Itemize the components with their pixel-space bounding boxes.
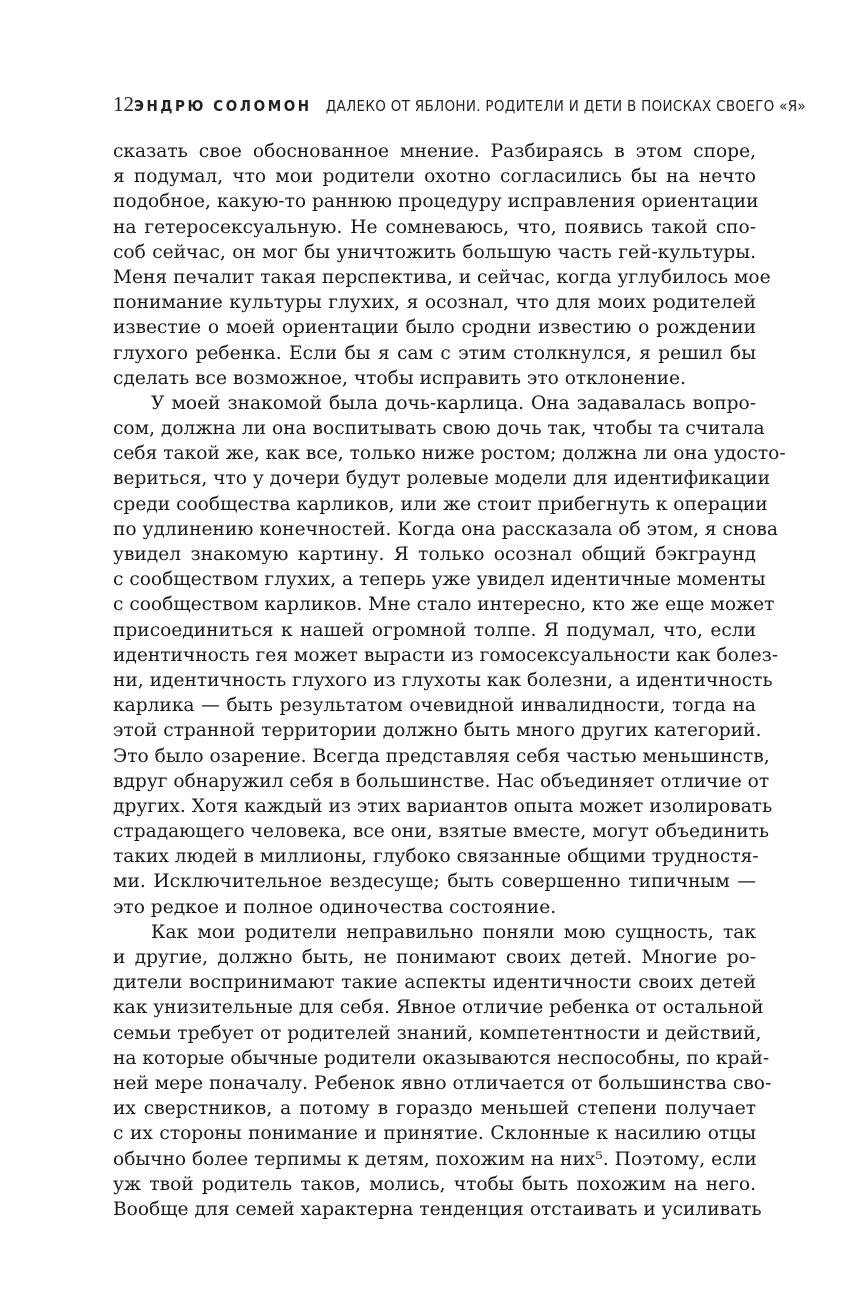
text-line: их сверстников, а потому в гораздо меньшей степени получает — [113, 1098, 756, 1120]
text-line: с их стороны понимание и принятие. Склонные к насилию отцы — [113, 1123, 756, 1145]
text-line: с сообществом карликов. Мне стало интересно, кто же еще может — [113, 594, 775, 616]
text-line: это редкое и полное одиночества состояние. — [113, 896, 557, 918]
text-line: ни, идентичность глухого из глухоты как болезни, а идентичность — [113, 669, 773, 691]
text-line: карлика — быть результатом очевидной инвалидности, тогда на — [113, 695, 756, 717]
text-line: страдающего человека, все они, взятые вместе, могут объединить — [113, 821, 770, 843]
text-line: таких людей в миллионы, глубоко связанные общими трудностя- — [113, 846, 759, 868]
paragraph — [113, 920, 772, 1222]
text-line: вериться, что у дочери будут ролевые модели для идентификации — [113, 468, 771, 490]
page-number: 12 — [113, 92, 134, 116]
text-line: дители воспринимают такие аспекты идентичности своих детей — [113, 972, 756, 994]
text-line: обычно более терпимы к детям, похожим на них⁵. Поэтому, если — [113, 1148, 757, 1170]
header-book-title: ДАЛЕКО ОТ ЯБЛОНИ. РОДИТЕЛИ И ДЕТИ В ПОИСКАХ СВОЕГО «Я» — [325, 97, 806, 115]
paragraph — [113, 139, 771, 391]
text-line: сделать все возможное, чтобы исправить это отклонение. — [113, 367, 686, 389]
text-line: других. Хотя каждый из этих вариантов опыта может изолировать — [113, 795, 773, 817]
text-line: как унизительные для себя. Явное отличие ребенка от остальной — [113, 997, 764, 1019]
text-line: себя такой же, как все, только ниже ростом; должна ли она удосто- — [113, 443, 786, 465]
text-line: и другие, должно быть, не понимают своих детей. Многие ро- — [113, 947, 756, 968]
text-line: Вообще для семей характерна тенденция отстаивать и усиливать — [113, 1198, 762, 1220]
text-line: вдруг обнаружил себя в большинстве. Нас объединяет отличие от — [113, 770, 770, 792]
text-line: увидел знакомую картину. Я только осознал общий бэкграунд — [113, 544, 756, 565]
text-line: уж твой родитель таков, молись, чтобы быть похожим на него. — [113, 1173, 756, 1195]
text-line: по удлинению конечностей. Когда она рассказала об этом, я снова — [113, 518, 778, 540]
text-line: Как мои родители неправильно поняли мою сущность, так — [151, 921, 756, 943]
text-line: на которые обычные родители оказываются неспособны, по край- — [113, 1047, 770, 1069]
header-author: ЭНДРЮ СОЛОМОН — [134, 97, 312, 115]
text-line: подобное, какую-то раннюю процедуру исправления ориентации — [113, 191, 759, 213]
text-line: этой странной территории должно быть много других категорий. — [113, 720, 762, 742]
text-line: Это было озарение. Всегда представляя себя частью меньшинств, — [113, 745, 770, 767]
text-line: среди сообщества карликов, или же стоит прибегнуть к операции — [113, 493, 768, 515]
body-text — [113, 139, 786, 1222]
text-line: на гетеросексуальную. Не сомневаюсь, что, появись такой спо- — [113, 216, 756, 238]
text-line: семьи требует от родителей знаний, компетентности и действий, — [113, 1022, 762, 1044]
text-line: соб сейчас, он мог бы уничтожить большую часть гей-культуры. — [113, 241, 756, 263]
text-line: глухого ребенка. Если бы я сам с этим столкнулся, я решил бы — [113, 342, 756, 364]
text-line: я подумал, что мои родители охотно согласились бы на нечто — [113, 166, 756, 188]
paragraph — [113, 391, 786, 920]
running-header — [113, 92, 806, 122]
text-line: известие о моей ориентации было сродни известию о рождении — [113, 317, 756, 339]
text-line: сказать свое обоснованное мнение. Разбираясь в этом споре, — [113, 141, 756, 162]
text-line: ми. Исключительное вездесуще; быть совершенно типичным — — [113, 871, 756, 893]
text-line: ней мере поначалу. Ребенок явно отличается от большинства сво- — [113, 1072, 772, 1094]
text-line: У моей знакомой была дочь-карлица. Она задавалась вопро- — [151, 392, 756, 414]
text-line: идентичность гея может вырасти из гомосексуальности как болез- — [113, 644, 779, 666]
text-line: с сообществом глухих, а теперь уже увидел идентичные моменты — [113, 569, 766, 591]
text-line: Меня печалит такая перспектива, и сейчас, когда углубилось мое — [113, 266, 771, 288]
text-line: присоединиться к нашей огромной толпе. Я подумал, что, если — [113, 619, 756, 641]
text-line: сом, должна ли она воспитывать свою дочь так, чтобы та считала — [113, 418, 765, 440]
text-line: понимание культуры глухих, я осознал, что для моих родителей — [113, 292, 756, 314]
